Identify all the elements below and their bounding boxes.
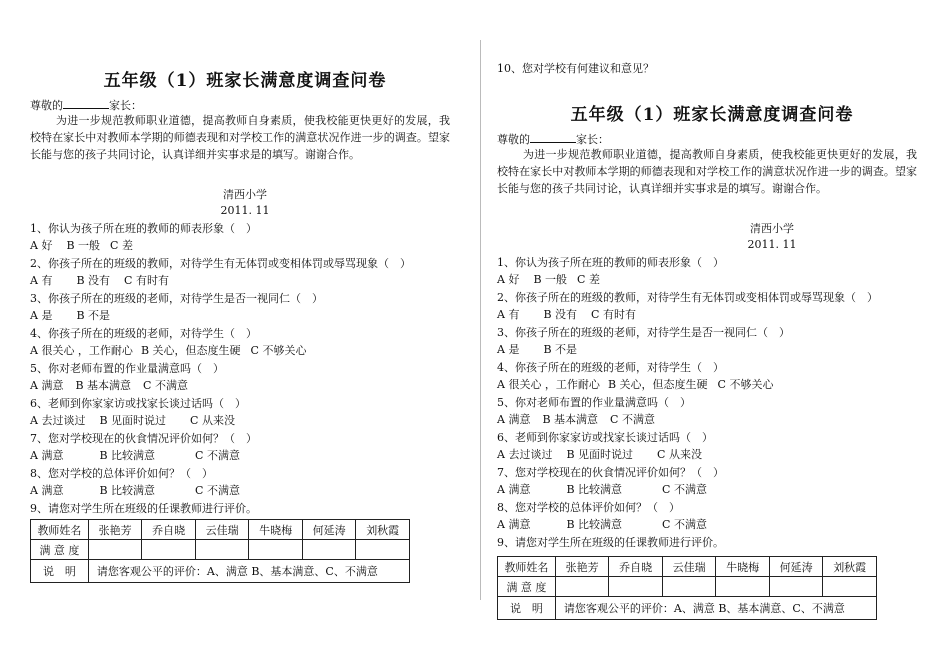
salutation-prefix: 尊敬的 bbox=[497, 133, 530, 146]
note-text: 请您客观公平的评价：A、满意 B、基本满意、C、不满意 bbox=[88, 560, 409, 583]
rating-cell[interactable] bbox=[356, 540, 410, 560]
option: A 满意 bbox=[497, 483, 531, 496]
option: A 好 bbox=[497, 273, 520, 286]
option: C 有时有 bbox=[124, 274, 169, 287]
satisfaction-label: 满 意 度 bbox=[31, 540, 89, 560]
option: B 比较满意 bbox=[566, 483, 623, 496]
survey-date: 2011. 11 bbox=[747, 238, 797, 251]
note-label: 说 明 bbox=[498, 597, 556, 620]
satisfaction-label: 满 意 度 bbox=[498, 577, 556, 597]
option: B 关心，但态度生硬 bbox=[607, 378, 708, 391]
note-text: 请您客观公平的评价：A、满意 B、基本满意、C、不满意 bbox=[555, 597, 876, 620]
rating-cell[interactable] bbox=[769, 577, 823, 597]
option: B 见面时说过 bbox=[99, 414, 167, 427]
intro-paragraph: 为进一步规范教师职业道德，提高教师自身素质，使我校能更快更好的发展，我校特在家长中对教师本学期的师德表现和对学校工作的满意状况作进一步的调查。望家长能与您的孩子共同讨论，认真详细并实事求是的填写。谢谢合作。 bbox=[497, 148, 917, 195]
option: A 满意 bbox=[497, 413, 531, 426]
header-label: 教师姓名 bbox=[31, 520, 89, 540]
name-blank bbox=[63, 98, 109, 109]
teacher-evaluation-table bbox=[30, 519, 410, 583]
table-header-row bbox=[31, 520, 410, 540]
option: C 从来没 bbox=[657, 448, 702, 461]
option: B 一般 bbox=[533, 273, 568, 286]
option: A 是 bbox=[30, 309, 53, 322]
teacher-name: 刘秋霞 bbox=[823, 557, 877, 577]
question-6: 6、老师到你家家访或找家长谈过话吗（ ） bbox=[497, 431, 713, 444]
survey-title: 五年级（1）班家长满意度调查问卷 bbox=[103, 71, 387, 91]
survey-title: 五年级（1）班家长满意度调查问卷 bbox=[570, 105, 854, 125]
teacher-name: 张艳芳 bbox=[555, 557, 609, 577]
question-9: 9、请您对学生所在班级的任课教师进行评价。 bbox=[497, 536, 724, 549]
note-label: 说 明 bbox=[31, 560, 89, 583]
question-4: 4、你孩子所在的班级的老师，对待学生（ ） bbox=[497, 361, 724, 374]
table-row bbox=[31, 560, 410, 583]
teacher-name: 牛晓梅 bbox=[716, 557, 770, 577]
teacher-name: 何延涛 bbox=[769, 557, 823, 577]
name-blank bbox=[530, 132, 576, 143]
question-10: 10、您对学校有何建议和意见？ bbox=[497, 62, 654, 75]
question-5: 5、你对老师布置的作业量满意吗（ ） bbox=[497, 396, 691, 409]
teacher-name: 乔自晓 bbox=[142, 520, 196, 540]
question-6-options bbox=[30, 414, 235, 428]
question-2: 2、你孩子所在的班级的教师，对待学生有无体罚或变相体罚或辱骂现象（ ） bbox=[30, 257, 411, 270]
option: A 满意 bbox=[30, 449, 64, 462]
question-1: 1、你认为孩子所在班的教师的师表形象（ ） bbox=[30, 222, 257, 235]
question-2-options bbox=[497, 308, 636, 322]
option: B 基本满意 bbox=[542, 413, 599, 426]
intro-paragraph: 为进一步规范教师职业道德，提高教师自身素质，使我校能更快更好的发展，我校特在家长中对教师本学期的师德表现和对学校工作的满意状况作进一步的调查。望家长能与您的孩子共同讨论，认真详细并实事求是的填写。谢谢合作。 bbox=[30, 114, 450, 161]
teacher-name: 张艳芳 bbox=[88, 520, 142, 540]
option: C 从来没 bbox=[190, 414, 235, 427]
option: C 差 bbox=[110, 239, 133, 252]
option: B 比较满意 bbox=[566, 518, 623, 531]
rating-cell[interactable] bbox=[142, 540, 196, 560]
option: B 一般 bbox=[66, 239, 101, 252]
question-5-options bbox=[30, 379, 188, 393]
option: A 有 bbox=[30, 274, 53, 287]
rating-cell[interactable] bbox=[302, 540, 356, 560]
question-7: 7、您对学校现在的伙食情况评价如何？（ ） bbox=[30, 432, 257, 445]
teacher-name: 何延涛 bbox=[302, 520, 356, 540]
salutation-suffix: 家长： bbox=[109, 99, 142, 112]
question-9: 9、请您对学生所在班级的任课教师进行评价。 bbox=[30, 502, 257, 515]
question-7-options bbox=[30, 449, 240, 463]
salutation bbox=[497, 132, 609, 147]
question-6-options bbox=[497, 448, 702, 462]
rating-cell[interactable] bbox=[88, 540, 142, 560]
rating-cell[interactable] bbox=[716, 577, 770, 597]
teacher-name: 云佳瑞 bbox=[195, 520, 249, 540]
question-2: 2、你孩子所在的班级的教师，对待学生有无体罚或变相体罚或辱骂现象（ ） bbox=[497, 291, 878, 304]
option: B 关心，但态度生硬 bbox=[140, 344, 241, 357]
question-3: 3、你孩子所在的班级的老师，对待学生是否一视同仁（ ） bbox=[497, 326, 790, 339]
option: C 有时有 bbox=[591, 308, 636, 321]
salutation bbox=[30, 98, 142, 113]
question-3-options bbox=[30, 309, 110, 323]
question-1-options bbox=[30, 239, 133, 253]
question-5-options bbox=[497, 413, 655, 427]
rating-cell[interactable] bbox=[609, 577, 663, 597]
teacher-name: 牛晓梅 bbox=[249, 520, 303, 540]
survey-date: 2011. 11 bbox=[220, 204, 270, 217]
page-divider bbox=[480, 40, 481, 600]
teacher-evaluation-table bbox=[497, 556, 877, 620]
rating-cell[interactable] bbox=[195, 540, 249, 560]
option: C 不满意 bbox=[195, 449, 240, 462]
option: B 没有 bbox=[76, 274, 111, 287]
option: B 没有 bbox=[543, 308, 578, 321]
question-7-options bbox=[497, 483, 707, 497]
question-2-options bbox=[30, 274, 169, 288]
option: C 不满意 bbox=[195, 484, 240, 497]
option: B 基本满意 bbox=[75, 379, 132, 392]
table-row bbox=[498, 597, 877, 620]
question-3-options bbox=[497, 343, 577, 357]
table-row bbox=[498, 577, 877, 597]
rating-cell[interactable] bbox=[249, 540, 303, 560]
option: B 不是 bbox=[76, 309, 111, 322]
question-3: 3、你孩子所在的班级的老师，对待学生是否一视同仁（ ） bbox=[30, 292, 323, 305]
option: A 是 bbox=[497, 343, 520, 356]
option: C 不够关心 bbox=[250, 344, 307, 357]
rating-cell[interactable] bbox=[662, 577, 716, 597]
question-4: 4、你孩子所在的班级的老师，对待学生（ ） bbox=[30, 327, 257, 340]
option: B 比较满意 bbox=[99, 484, 156, 497]
school-name: 清西小学 bbox=[750, 222, 794, 235]
teacher-name: 云佳瑞 bbox=[662, 557, 716, 577]
option: A 很关心 ，工作耐心 bbox=[497, 378, 600, 391]
option: A 去过谈过 bbox=[30, 414, 86, 427]
salutation-suffix: 家长： bbox=[576, 133, 609, 146]
school-name: 清西小学 bbox=[223, 188, 267, 201]
option: A 满意 bbox=[30, 379, 64, 392]
option: A 满意 bbox=[30, 484, 64, 497]
question-1: 1、你认为孩子所在班的教师的师表形象（ ） bbox=[497, 256, 724, 269]
option: B 比较满意 bbox=[99, 449, 156, 462]
option: C 差 bbox=[577, 273, 600, 286]
question-1-options bbox=[497, 273, 600, 287]
teacher-name: 乔自晓 bbox=[609, 557, 663, 577]
option: A 很关心 ，工作耐心 bbox=[30, 344, 133, 357]
question-8-options bbox=[497, 518, 707, 532]
question-5: 5、你对老师布置的作业量满意吗（ ） bbox=[30, 362, 224, 375]
rating-cell[interactable] bbox=[823, 577, 877, 597]
option: B 不是 bbox=[543, 343, 578, 356]
option: B 见面时说过 bbox=[566, 448, 634, 461]
table-header-row bbox=[498, 557, 877, 577]
option: C 不满意 bbox=[143, 379, 188, 392]
option: A 有 bbox=[497, 308, 520, 321]
table-row bbox=[31, 540, 410, 560]
option: C 不满意 bbox=[662, 483, 707, 496]
salutation-prefix: 尊敬的 bbox=[30, 99, 63, 112]
question-4-options bbox=[30, 344, 306, 358]
option: C 不满意 bbox=[662, 518, 707, 531]
option: A 好 bbox=[30, 239, 53, 252]
question-8-options bbox=[30, 484, 240, 498]
question-8: 8、您对学校的总体评价如何？（ ） bbox=[30, 467, 213, 480]
question-7: 7、您对学校现在的伙食情况评价如何？（ ） bbox=[497, 466, 724, 479]
question-4-options bbox=[497, 378, 773, 392]
header-label: 教师姓名 bbox=[498, 557, 556, 577]
question-6: 6、老师到你家家访或找家长谈过话吗（ ） bbox=[30, 397, 246, 410]
rating-cell[interactable] bbox=[555, 577, 609, 597]
option: A 满意 bbox=[497, 518, 531, 531]
option: C 不满意 bbox=[610, 413, 655, 426]
teacher-name: 刘秋霞 bbox=[356, 520, 410, 540]
question-8: 8、您对学校的总体评价如何？（ ） bbox=[497, 501, 680, 514]
option: C 不够关心 bbox=[717, 378, 774, 391]
option: A 去过谈过 bbox=[497, 448, 553, 461]
